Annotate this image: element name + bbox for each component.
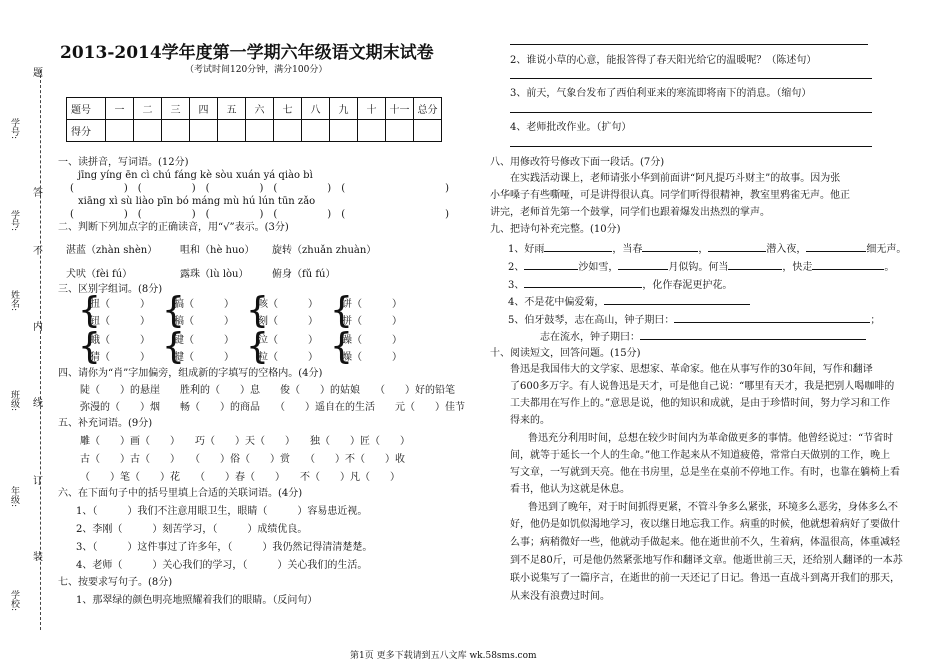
q3-word[interactable]: 扭（ ） [90, 299, 150, 310]
side-field-3: 姓名: [9, 290, 19, 312]
q6-sentence[interactable]: 3、（ ）这件事过了许多年，（ ）我仍然记得清清楚楚。 [76, 542, 373, 553]
brace-icon: { [78, 326, 101, 367]
side-label-6: 订 [33, 476, 43, 487]
q9-text: 1、好雨 [508, 244, 545, 255]
q10-passage-line: 看书，他认为这就是休息。 [510, 484, 630, 495]
side-label-7: 装 [33, 552, 43, 563]
q3-heading: 三、区别字组词。(8分) [58, 284, 163, 295]
score-cell[interactable] [274, 120, 302, 142]
q2-item[interactable]: 旋转（zhuǎn zhuàn） [272, 245, 377, 256]
q3-word[interactable]: 燥（ ） [342, 352, 402, 363]
page-title: 2013-2014学年度第一学期六年级语文期末试卷 [60, 43, 434, 63]
score-value-row [67, 120, 442, 142]
q3-word[interactable]: 泣（ ） [258, 335, 318, 346]
q2-item[interactable]: 湛蓝（zhàn shèn） [66, 245, 158, 256]
score-header-cell: 六 [246, 98, 274, 120]
q9-text: ， [698, 244, 709, 255]
q9-line-3[interactable] [508, 278, 732, 292]
poem-blank[interactable] [618, 260, 668, 270]
score-header-cell: 九 [330, 98, 358, 120]
q8-heading: 八、用修改符号修改下面一段话。(7分) [490, 157, 665, 168]
score-header-cell: 三 [162, 98, 190, 120]
q5-line[interactable]: 雕（ ）画（ ） 巧（ ）天（ ） 独（ ）匠（ ） [80, 436, 410, 447]
q2-item[interactable]: 露珠（lù lòu） [180, 269, 249, 280]
q7-heading: 七、按要求写句子。(8分) [58, 577, 173, 588]
q2-item[interactable]: 俯身（fǔ fú） [272, 269, 336, 280]
q9-text: ，快走 [782, 262, 813, 273]
q9-text: 3、 [508, 280, 525, 291]
q9-text: 5、伯牙鼓琴，志在高山，钟子期曰： [508, 315, 675, 326]
brace-icon: { [330, 290, 353, 331]
brace-icon: { [330, 326, 353, 367]
q9-line-4[interactable] [508, 295, 750, 309]
q9-text: 志在流水，钟子期曰： [540, 332, 640, 343]
q10-passage-line: 么事；病稍微好一些，他就动手做起来。他在逝世前不久，生着病，体温很高，体重减轻 [510, 537, 900, 548]
q5-line[interactable]: 古（ ）古（ ） （ ）俗（ ）赏 （ ）不（ ）收 [80, 454, 405, 465]
q8-paragraph-line: 讲完，老师首先第一个鼓掌，同学们也跟着爆发出热烈的掌声。 [490, 207, 770, 218]
poem-blank[interactable] [524, 278, 642, 288]
q3-word[interactable]: 咳（ ） [258, 299, 318, 310]
q9-line-6[interactable] [540, 330, 866, 344]
q4-heading: 四、请你为“肖”字加偏旁，组成新的字填写的空格内。(4分) [58, 368, 323, 379]
score-cell[interactable] [190, 120, 218, 142]
side-label-1: 题 [33, 68, 43, 79]
score-cell[interactable] [134, 120, 162, 142]
poem-blank[interactable] [812, 260, 884, 270]
q10-passage-line: 从来没有浪费过时间。 [510, 591, 610, 602]
score-header-cell: 七 [274, 98, 302, 120]
brace-icon: { [246, 290, 269, 331]
score-header-cell: 十 [358, 98, 386, 120]
q1-pinyin-1: jīng yíng ēn cì chú fáng kè sòu xuán yá qiào bì [78, 170, 313, 181]
score-header-cell: 一 [106, 98, 134, 120]
q8-paragraph-line: 小华嗓子有些嘶哑，可是讲得很认真。同学们听得很精神，教室里鸦雀无声。他正 [490, 190, 850, 201]
q10-passage-line: 鲁迅到了晚年，对于时间抓得更紧，不管斗争多么紧张，环境多么恶劣，身体多么不 [528, 502, 898, 513]
q9-text: ，化作春泥更护花。 [642, 280, 733, 291]
side-field-4: 班级: [9, 390, 19, 412]
q6-sentence[interactable]: 4、老师（ ）关心我们的学习，（ ）关心我们的生活。 [76, 560, 368, 571]
poem-blank[interactable] [806, 242, 866, 252]
poem-blank[interactable] [604, 295, 750, 305]
q10-passage-line: 到不足80斤，可是他仍然紧张地写作和翻译文章。他逝世前三天，还给别人翻译的一本苏 [510, 555, 903, 566]
side-label-5: 线 [33, 398, 43, 409]
q9-text: 潜入夜， [766, 244, 807, 255]
q9-text: 月似钩。何当 [668, 262, 729, 273]
q1-answer-row-2[interactable]: ( ) ( ) ( ) ( ) ( ) [70, 209, 450, 220]
q3-word[interactable]: 稿（ ） [174, 316, 234, 327]
q1-pinyin-2: xiāng xì sù liào pīn bó máng mù hú lún tūn zǎo [78, 196, 316, 207]
q4-line[interactable]: 弥漫的（ ）烟 畅（ ）的商品 （ ）遥自在的生活 元（ ）佳节 [80, 402, 465, 413]
score-cell[interactable] [358, 120, 386, 142]
q8-paragraph-line: 在实践活动课上，老师请张小华到前面讲“阿凡提巧斗财主”的故事。因为张 [510, 173, 841, 184]
score-cell[interactable] [162, 120, 190, 142]
q3-word[interactable]: 钮（ ） [90, 316, 150, 327]
q3-word[interactable]: 搞（ ） [174, 299, 234, 310]
q3-word[interactable]: 蛾（ ） [90, 335, 150, 346]
q1-answer-row-1[interactable]: ( ) ( ) ( ) ( ) ( ) [70, 183, 450, 194]
q3-word[interactable]: 粒（ ） [258, 352, 318, 363]
score-header-cell: 总分 [414, 98, 442, 120]
binding-line [40, 70, 41, 630]
q10-passage-line: 好，他仍是如饥似渴地学习，夜以继日地忘我工作。病重的时候，他就想着病好了要做什 [510, 519, 900, 530]
q10-passage-line: 写文章，一写就到天亮。他在书房里，总是坐在桌前不停地工作。有时，也靠在躺椅上看 [510, 467, 900, 478]
q3-word[interactable]: 犍（ ） [174, 352, 234, 363]
q5-line[interactable]: （ ）笔（ ）花 （ ）春（ ） 不（ ）凡（ ） [80, 472, 400, 483]
brace-icon: { [162, 290, 185, 331]
answer-line[interactable] [510, 112, 872, 113]
score-cell[interactable] [106, 120, 134, 142]
q6-sentence[interactable]: 1、（ ）我们不注意用眼卫生，眼睛（ ）容易患近视。 [76, 506, 368, 517]
score-header-cell: 十一 [386, 98, 414, 120]
q3-word[interactable]: 猜（ ） [90, 352, 150, 363]
q9-text: 。 [884, 262, 895, 273]
q10-passage-line: 了600多万字。有人说鲁迅是天才，可是他自己说：“哪里有天才，我是把别人喝咖啡的 [510, 381, 895, 392]
poem-blank[interactable] [640, 330, 866, 340]
side-field-5: 年级: [9, 486, 19, 508]
score-header-cell: 题号 [67, 98, 106, 120]
q9-text: ，当春 [612, 244, 643, 255]
score-header-cell: 四 [190, 98, 218, 120]
q6-heading: 六、在下面句子中的括号里填上合适的关联词语。(4分) [58, 488, 303, 499]
q7-sentence: 2、谁说小草的心意，能报答得了春天阳光给它的温暖呢？（陈述句） [510, 55, 817, 66]
score-row-label: 得分 [67, 120, 106, 142]
score-cell[interactable] [218, 120, 246, 142]
q7-sentence: 4、老师批改作业。（扩句） [510, 122, 632, 133]
score-cell[interactable] [302, 120, 330, 142]
score-header-cell: 二 [134, 98, 162, 120]
poem-blank[interactable] [728, 260, 782, 270]
q3-word[interactable]: 饼（ ） [342, 299, 402, 310]
side-label-3: 不 [33, 246, 43, 257]
answer-line[interactable] [510, 44, 868, 45]
q5-heading: 五、补充词语。(9分) [58, 418, 153, 429]
q10-heading: 十、阅读短文，回答问题。(15分) [490, 348, 641, 359]
q10-passage-line: 得来的。 [510, 415, 550, 426]
q10-passage-line: 联小说集写了一篇序言，在逝世的前一天还记了日记。鲁迅一直战斗到离开我们的那天， [510, 573, 900, 584]
side-label-4: 内 [33, 322, 43, 333]
q9-text: ； [870, 315, 881, 326]
q7-sentence: 1、那翠绿的颜色明亮地照耀着我们的眼睛。（反问句） [76, 595, 318, 606]
answer-line[interactable] [510, 78, 872, 79]
answer-line[interactable] [510, 146, 872, 147]
score-header-cell: 八 [302, 98, 330, 120]
q9-text: 4、不是花中偏爱菊， [508, 297, 605, 308]
side-field-6: 学校: [9, 590, 19, 612]
page-footer: 第1页 更多下载请到五八文库 wk.58sms.com [350, 651, 537, 661]
brace-icon: { [162, 326, 185, 367]
poem-blank[interactable] [674, 313, 870, 323]
page-subtitle: （考试时间120分钟，满分100分） [185, 65, 328, 75]
q9-line-2[interactable] [508, 260, 894, 274]
score-cell[interactable] [414, 120, 442, 142]
q3-word[interactable]: 拼（ ） [342, 316, 402, 327]
brace-icon: { [246, 326, 269, 367]
q3-word[interactable]: 刻（ ） [258, 316, 318, 327]
poem-blank[interactable] [524, 260, 578, 270]
poem-blank[interactable] [708, 242, 766, 252]
q7-sentence: 3、前天，气象台发布了西伯利亚来的寒流即将南下的消息。（缩句） [510, 88, 812, 99]
q3-word[interactable]: 键（ ） [174, 335, 234, 346]
q10-passage-line: 间，就等于延长一个人的生命。”他工作起来从不知道疲倦，常常白天做别的工作，晚上 [510, 450, 891, 461]
q9-text: 沙如雪， [578, 262, 619, 273]
q9-line-5[interactable] [508, 313, 880, 327]
side-label-2: 答 [33, 188, 43, 199]
q3-word[interactable]: 躁（ ） [342, 335, 402, 346]
q9-text: 细无声。 [866, 244, 907, 255]
q10-passage-line: 鲁迅是我国伟大的文学家、思想家、革命家。他在从事写作的30年间，写作和翻译 [510, 364, 873, 375]
score-cell[interactable] [330, 120, 358, 142]
q2-item[interactable]: 咀和（hè huo） [180, 245, 255, 256]
q1-heading: 一、读拼音，写词语。(12分) [58, 157, 189, 168]
q10-passage-line: 鲁迅充分利用时间，总想在较少时间内为革命做更多的事情。他曾经说过：“节省时 [528, 433, 894, 444]
side-field-2: 学号: [9, 210, 19, 232]
q2-item[interactable]: 犬吠（fèi fú） [66, 269, 133, 280]
q10-passage-line: 工夫都用在写作上的。”意思是说，他的知识和成就，是由于珍惜时间，努力学习和工作 [510, 398, 891, 409]
q9-line-1[interactable] [508, 242, 906, 256]
q9-text: 2、 [508, 262, 525, 273]
q4-line[interactable]: 陡（ ）的悬崖 胜利的（ ）息 俊（ ）的姑娘 （ ）好的铅笔 [80, 385, 455, 396]
score-cell[interactable] [246, 120, 274, 142]
q2-heading: 二、判断下列加点字的正确读音，用“√”表示。(3分) [58, 222, 289, 233]
score-cell[interactable] [386, 120, 414, 142]
brace-icon: { [78, 290, 101, 331]
q6-sentence[interactable]: 2、李刚（ ）刻苦学习，（ ）成绩优良。 [76, 524, 308, 535]
q9-heading: 九、把诗句补充完整。(10分) [490, 224, 621, 235]
poem-blank[interactable] [642, 242, 698, 252]
poem-blank[interactable] [544, 242, 612, 252]
score-header-cell: 五 [218, 98, 246, 120]
score-header-row [67, 98, 442, 120]
side-field-1: 学号: [9, 118, 19, 140]
score-table [66, 97, 442, 142]
